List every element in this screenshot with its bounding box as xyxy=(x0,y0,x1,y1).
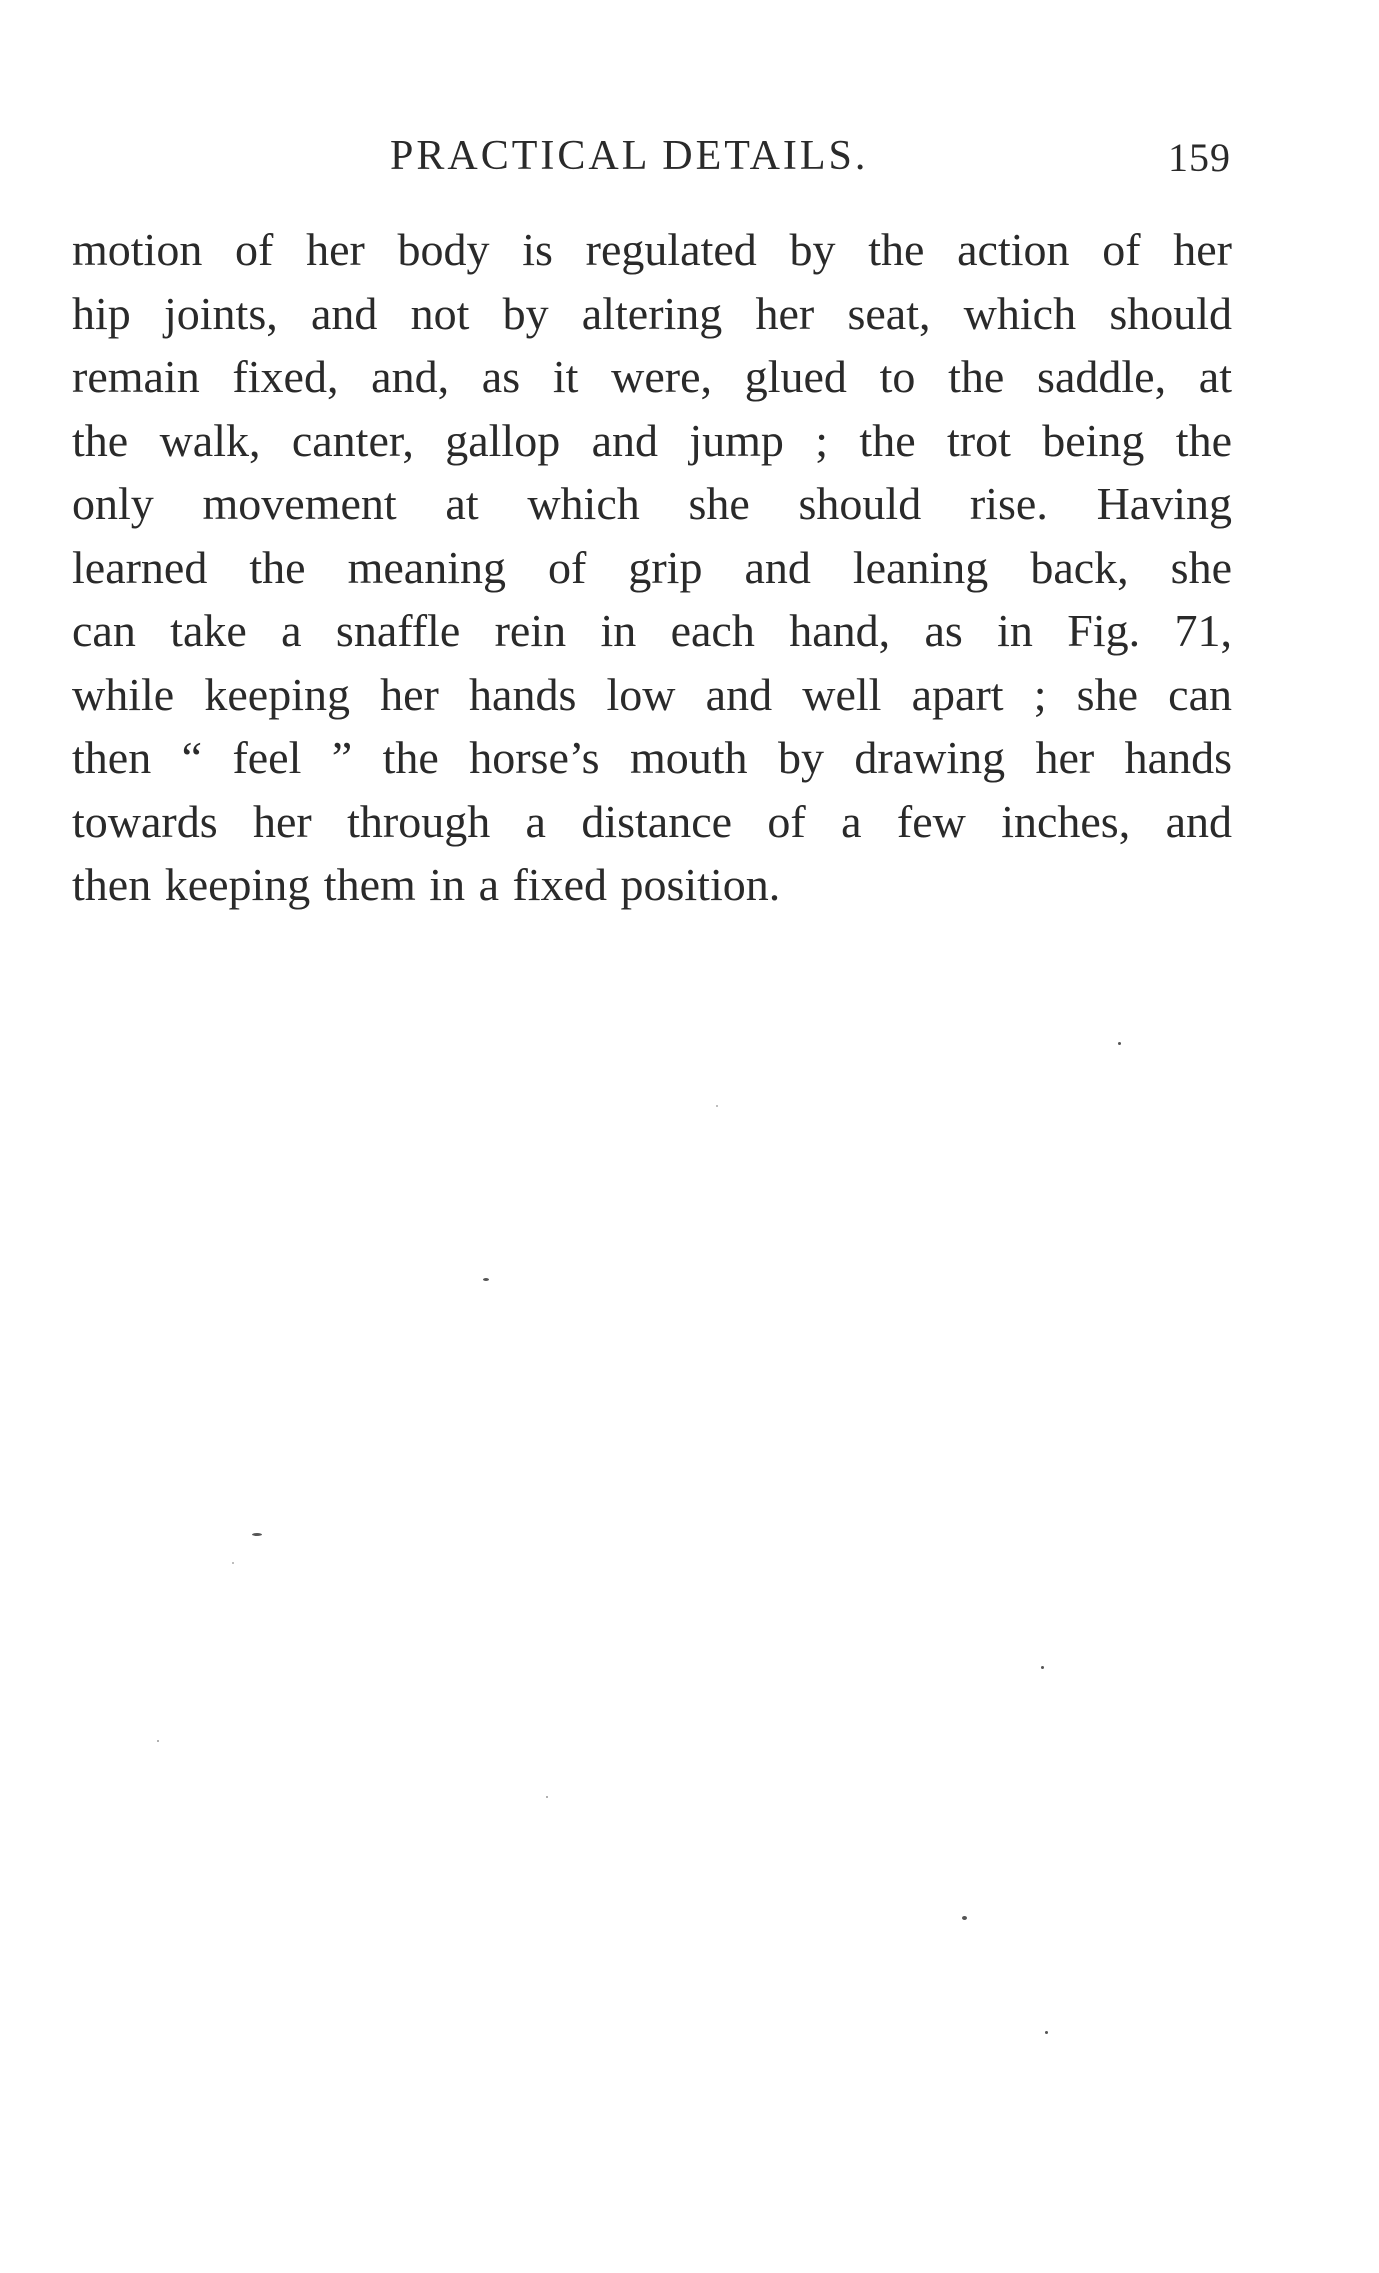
paper-speck xyxy=(483,1278,489,1281)
text-line: hip joints, and not by altering her seat, which should xyxy=(72,287,1232,339)
paper-speck xyxy=(962,1916,967,1920)
body-paragraph xyxy=(72,218,1232,917)
paper-speck xyxy=(252,1533,262,1536)
text-line: can take a snaffle rein in each hand, as in Fig. 71, xyxy=(72,605,1232,656)
running-head xyxy=(0,132,1379,192)
text-line: remain fixed, and, as it were, glued to the saddle, at xyxy=(72,351,1232,402)
text-line: then “ feel ” the horse’s mouth by drawing her hands xyxy=(72,732,1232,783)
text-line: then keeping them in a fixed position. xyxy=(72,859,781,910)
paper-speck xyxy=(1045,2031,1048,2034)
text-line: motion of her body is regulated by the action of her xyxy=(72,224,1232,275)
text-line: learned the meaning of grip and leaning back, she xyxy=(72,541,1232,593)
running-head-title: PRACTICAL DETAILS. xyxy=(390,133,869,179)
paper-speck xyxy=(1041,1666,1044,1669)
paper-speck xyxy=(1118,1042,1121,1045)
text-line: towards her through a distance of a few inches, and xyxy=(72,795,1232,847)
text-line: the walk, canter, gallop and jump ; the trot being the xyxy=(72,414,1232,466)
page-number: 159 xyxy=(1168,135,1231,180)
paper-speck xyxy=(546,1796,548,1798)
paper-speck xyxy=(716,1105,718,1107)
text-line: while keeping her hands low and well apart ; she can xyxy=(72,668,1232,720)
paper-speck xyxy=(232,1562,234,1564)
paper-speck xyxy=(157,1740,159,1742)
text-line: only movement at which she should rise. Having xyxy=(72,478,1232,529)
